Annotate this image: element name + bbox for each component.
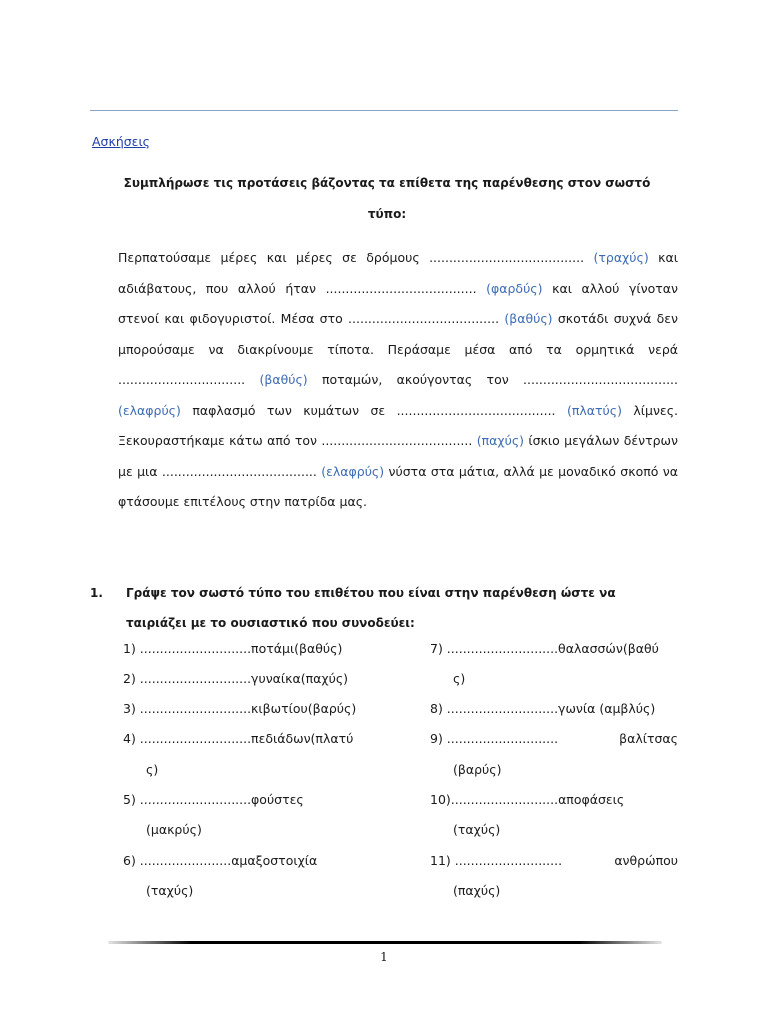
paragraph-text: παφλασμό των κυμάτων σε ........................................ — [180, 402, 567, 418]
list-item-2: 2) ............................γυναίκα(παχύς) — [123, 671, 349, 686]
paragraph-text: νύστα στα μάτια, αλλά με μοναδικό σκοπό να φτάσουμε επιτέλους στην πατρίδα μας. — [118, 463, 678, 509]
adjective-hint: (πλατύς) — [566, 402, 622, 418]
list-item-1: 1) ............................ποτάμι(βαθύς) — [123, 641, 343, 656]
list-item-6: 6) .......................αμαξοστοιχία — [123, 853, 318, 868]
list-item-11-word: ανθρώπου — [614, 853, 678, 868]
paragraph-text: λίμνες. Ξεκουραστήκαμε κάτω από τον ...................................... — [118, 402, 678, 448]
list-item-11 — [430, 846, 678, 876]
adjective-hint: (παχύς) — [476, 433, 525, 448]
instruction-line-1: Συμπλήρωσε τις προτάσεις βάζοντας τα επίθετα της παρένθεσης στον σωστό — [123, 176, 651, 190]
list-item-4-continuation: ς) — [146, 762, 159, 777]
paragraph-text: ποταμών, ακούγοντας τον ....................................... — [307, 372, 678, 387]
paragraph-text: Περπατούσαμε μέρες και μέρες σε δρόμους ....................................... — [118, 250, 594, 265]
list-item-9-word: βαλίτσας — [619, 731, 678, 746]
adjective-hint: (ελαφρύς) — [118, 402, 181, 418]
paragraph-text: και αλλού γίνοταν στενοί και φιδογυριστοί. Μέσα στο ...................................... — [118, 280, 678, 326]
paragraph-text: ίσκιο μεγάλων δέντρων με μια ....................................... — [118, 433, 678, 479]
instruction-line-2: τύπο: — [367, 207, 407, 221]
adjective-hint: (βαθύς) — [504, 311, 553, 326]
adjective-hint: (τραχύς) — [593, 250, 649, 265]
list-item-11-continuation: (παχύς) — [453, 883, 501, 898]
list-item-11-blank: 11) ........................... — [430, 853, 563, 868]
list-item-8: 8) ............................γωνία (αμβλύς) — [430, 701, 656, 716]
list-item-7-continuation: ς) — [453, 671, 466, 686]
list-item-3: 3) ............................κιβωτίου(βαρύς) — [123, 701, 357, 716]
list-item-10-continuation: (ταχύς) — [453, 822, 501, 837]
list-item-7: 7) ............................θαλασσών(βαθύ — [430, 641, 659, 656]
fill-in-paragraph — [118, 243, 678, 518]
paragraph-text: σκοτάδι συχνά δεν μπορούσαμε να διακρίνουμε τίποτα. Περάσαμε μέσα από τα ορμητικά νερά ................................ — [118, 311, 678, 387]
exercise-1-line-1: Γράψε τον σωστό τύπο του επιθέτου που είναι στην παρένθεση ώστε να — [126, 586, 616, 600]
list-item-9-blank: 9) ............................ — [430, 731, 559, 746]
exercise-1-heading — [90, 578, 680, 630]
list-item-9 — [430, 724, 678, 754]
adjective-hint: (ελαφρύς) — [321, 463, 385, 479]
list-item-5: 5) ............................φούστες — [123, 792, 304, 807]
list-item-4: 4) ............................πεδιάδων(πλατύ — [123, 731, 354, 746]
list-item-9-continuation: (βαρύς) — [453, 762, 502, 777]
adjective-hint: (βαθύς) — [259, 372, 308, 387]
list-item-6-continuation: (ταχύς) — [146, 883, 194, 898]
paragraph-text: και αδιάβατους, που αλλού ήταν ...................................... — [118, 250, 678, 296]
adjective-hint: (φαρδύς) — [486, 280, 543, 296]
list-item-10: 10)...........................αποφάσεις — [430, 792, 625, 807]
list-item-5-continuation: (μακρύς) — [146, 822, 202, 837]
exercise-number: 1. — [90, 586, 103, 600]
page-number: 1 — [380, 950, 388, 964]
footer-divider — [108, 941, 662, 944]
section-heading: Ασκήσεις — [92, 134, 151, 149]
exercise-1-line-2: ταιριάζει με το ουσιαστικό που συνοδεύει: — [126, 616, 415, 630]
top-divider — [90, 110, 678, 111]
